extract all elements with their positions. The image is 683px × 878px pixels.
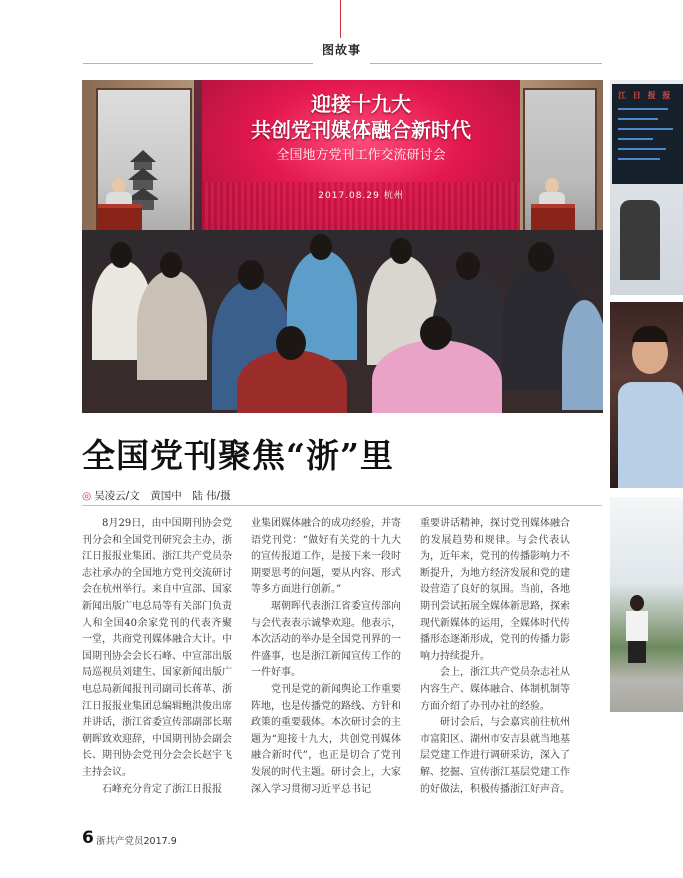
section-divider-top — [340, 0, 341, 38]
monitor-line — [618, 158, 660, 160]
attendee-head — [238, 260, 264, 290]
byline-text: 吴凌云/文 黄国中 陆 伟/摄 — [94, 490, 231, 502]
byline-marker-icon: ◎ — [82, 490, 92, 502]
monitor-title: 江 日 报 报 — [618, 91, 673, 100]
byline — [82, 488, 231, 503]
audience — [82, 230, 603, 413]
attendee-head — [310, 234, 332, 260]
side-photo-newsroom — [610, 80, 683, 295]
paragraph: 业集团媒体融合的成功经验，并寄语党刊党：“做好有关党的十九大的宣传报道工作，是接下来一段时期要思考的问题，要从内容、形式等多方面进行创新。” — [251, 518, 401, 596]
side-photo-attendee — [610, 302, 683, 488]
paragraph: 8月29日，由中国期刊协会党刊分会和全国党刊研究会主办，浙江日报报业集团、浙江共产党员杂志社承办的全国地方党刊交流研讨会在杭州举行。来自中宣部、国家新闻出版广电总局等有关部门负责人和全国40余家党刊的代表齐聚一堂，共商党刊媒体融合大计。中国期刊协会会长石峰、中宣部出版局巡视员刘建生、国家新闻出版广电总局新闻报刊司副司长蒋革、浙江日报报业集团总编辑鲍洪俊出席并讲话，浙江省委宣传部副部长琚朝晖致欢迎辞，中国期刊协会副会长、期刊协会党刊分会会长赵宇飞主持会议。 — [82, 518, 232, 778]
attendee-hair — [632, 326, 668, 342]
monitor-line — [618, 138, 653, 140]
attendee — [372, 340, 502, 413]
paragraph: 重要讲话精神，探讨党刊媒体融合的发展趋势和规律。与会代表认为，近年来，党刊的传播影响力不断提升，为地方经济发展和党的建设营造了良好的氛围。当前，各地期刊尝试拓展全媒体新思路，探索现代新媒体的运用，全媒体时代传播形态逐渐形成，党刊的传播力影响力持续提升。 — [420, 518, 570, 662]
attendee-head — [456, 252, 480, 280]
paragraph: 党刊是党的新闻舆论工作重要阵地，也是传播党的路线、方针和政策的重要载体。本次研讨会的主题为“迎接十九大，共创党刊媒体融合新时代”，也正是切合了党刊发展的时代主题。研讨会上，大家深入学习贯彻习近平总书记 — [251, 683, 401, 795]
conference-photo — [82, 80, 603, 413]
attendee-head — [110, 242, 132, 268]
attendee-shirt — [618, 382, 683, 488]
article-headline: 全国党刊聚焦“浙”里 — [82, 436, 394, 475]
article-column-1 — [82, 516, 232, 798]
section-rule-right — [370, 63, 602, 64]
screen-title-line1: 迎接十九大 — [311, 92, 411, 116]
attendee-head — [420, 316, 452, 350]
attendee — [137, 270, 207, 380]
article-column-3 — [420, 516, 570, 798]
paragraph: 研讨会后，与会嘉宾前往杭州市富阳区、湖州市安吉县就当地基层党建工作进行调研采访，深入了解、挖掘、宣传浙江基层党建工作的好做法，积极传播浙江好声音。 — [420, 717, 570, 795]
screen-date: 2017.08.29 杭州 — [318, 191, 404, 201]
attendee-head — [160, 252, 182, 278]
attendee-head — [528, 242, 554, 272]
section-label: 图故事 — [321, 43, 361, 57]
monitor-screen — [612, 84, 683, 184]
visitor-head — [630, 595, 644, 611]
page-number: 6 — [82, 828, 94, 848]
visitor-pants — [628, 641, 646, 663]
side-photo-outdoor — [610, 497, 683, 712]
pagoda-icon — [128, 150, 158, 210]
stage-screen — [202, 80, 520, 230]
monitor-line — [618, 108, 668, 110]
chair — [620, 200, 660, 280]
monitor-line — [618, 118, 658, 120]
paragraph: 琚朝晖代表浙江省委宣传部向与会代表表示诚挚欢迎。他表示，本次活动的举办是全国党刊界的一件盛事，也是浙江新闻宣传工作的一件好事。 — [251, 600, 401, 679]
paragraph: 会上，浙江共产党员杂志社从内容生产、媒体融合、体制机制等方面介绍了办刊办社的经验。 — [420, 667, 570, 712]
attendee-head — [390, 238, 412, 264]
screen-title-line2: 共创党刊媒体融合新时代 — [251, 118, 471, 142]
byline-rule — [82, 505, 602, 506]
magazine-footer: 浙共产党员2017.9 — [96, 836, 177, 847]
visitor-shirt — [626, 611, 648, 641]
attendee — [562, 300, 603, 410]
attendee-head — [276, 326, 306, 360]
section-rule-left — [83, 63, 313, 64]
screen-subtitle: 全国地方党刊工作交流研讨会 — [276, 148, 446, 163]
monitor-line — [618, 148, 666, 150]
paragraph: 石峰充分肯定了浙江日报报 — [102, 783, 222, 795]
article-column-2 — [251, 516, 401, 798]
monitor-line — [618, 128, 673, 130]
